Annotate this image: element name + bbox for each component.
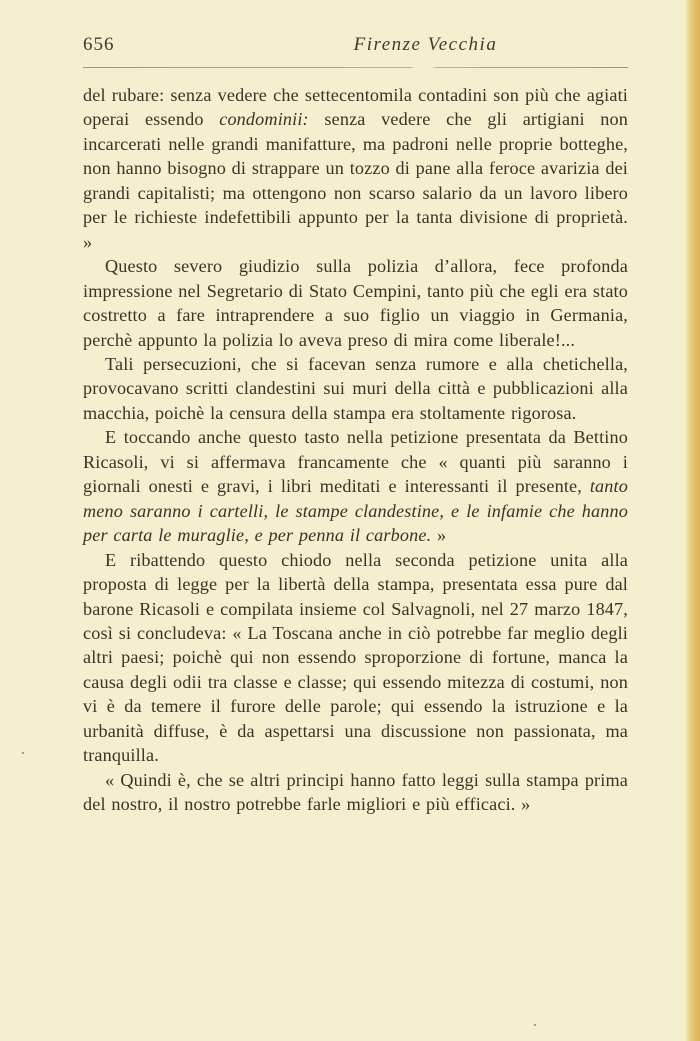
text-run: » — [431, 525, 447, 546]
italic-run: tanto meno saranno i cartelli, le stampe clandestine, e le infamie che hanno per carta le muraglie, e per penna il carbone. — [83, 476, 628, 546]
text-run: Tali persecuzioni, che si facevan senza rumore e alla chetichella, provocavano scritti clandestini sui muri della città e pubblicazioni alla macchia, poichè la censura della stampa era stoltamente rigorosa. — [83, 353, 628, 423]
paper-speck — [22, 752, 24, 754]
italic-run: condominii: — [219, 109, 309, 130]
page-header — [83, 34, 628, 64]
text-run: Questo severo giudizio sulla polizia d’allora, fece profonda impressione nel Segretario di Stato Cempini, tanto più che egli era stato costretto a fare intraprendere a suo figlio un viaggio in Germania, perchè appunto la polizia lo aveva preso di mira come liberale!... — [83, 256, 628, 350]
body-text — [83, 83, 628, 817]
text-run: E ribattendo questo chiodo nella seconda petizione unita alla proposta di legge per la libertà della stampa, presentata essa pure dal barone Ricasoli e compilata insieme col Salvagnoli, nel 27 marzo 1847, così si concludeva: « La Toscana anche in ciò potrebbe far meglio degli altri paesi; poichè qui non essendo sproporzione di fortune, manca la causa degli odii tra classe e classe; qui essendo mitezza di costumi, non vi è da temere il furore delle parole; qui essendo la istruzione e la urbanità diffuse, è da aspettarsi una discussione non passionata, ma tranquilla. — [83, 549, 628, 766]
page-number: 656 — [83, 34, 115, 55]
running-title: Firenze Vecchia — [353, 34, 498, 55]
paragraph — [83, 352, 628, 425]
paragraph — [83, 254, 628, 352]
text-run: « Quindi è, che se altri principi hanno fatto leggi sulla stampa prima del nostro, il nostro potrebbe farle migliori e più efficaci. » — [83, 769, 628, 815]
text-run: senza vedere che gli artigiani non incarcerati nelle grandi manifatture, ma padroni nelle proprie botteghe, non hanno bisogno di strappare un tozzo di pane alla feroce avarizia dei grandi capitalisti; ma ottengono non scarso salario da un lavoro libero per le richieste indefettibili appunto per la tanta divisione di proprietà. » — [83, 109, 628, 252]
header-rule — [83, 67, 628, 68]
paper-speck — [534, 1024, 536, 1026]
paragraph — [83, 425, 628, 547]
paragraph — [83, 548, 628, 768]
text-run: del rubare: senza vedere che settecentomila contadini son più che agiati operai essendo — [83, 85, 628, 130]
text-run: E toccando anche questo tasto nella petizione presentata da Bettino Ricasoli, vi si affermava francamente che « quanti più saranno i giornali onesti e gravi, i libri meditati e interessanti il presente, — [83, 427, 628, 497]
paragraph — [83, 83, 628, 254]
page-edge — [686, 0, 700, 1041]
paragraph — [83, 768, 628, 817]
